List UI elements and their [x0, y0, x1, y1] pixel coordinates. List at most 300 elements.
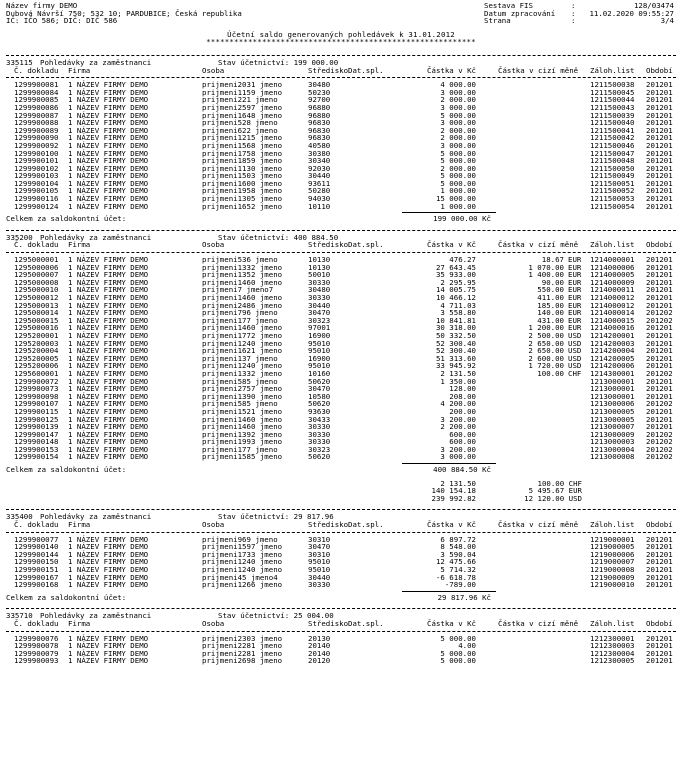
meta-colon: : [571, 1, 576, 10]
doc-number: 1299900092 [14, 140, 59, 150]
amount-foreign: 18.67 [541, 255, 564, 265]
period: 201201 [646, 534, 673, 544]
person-name: prijmeni1305 jmeno [202, 194, 283, 204]
cost-center: 16900 [308, 353, 331, 363]
doc-number: 1299900101 [14, 156, 59, 166]
period: 201202 [646, 429, 673, 439]
person-name: prijmeni177 jmeno [202, 444, 278, 454]
advance-invoice: 1219000001 [590, 534, 635, 544]
account-section [6, 509, 676, 605]
period: 201201 [646, 262, 673, 272]
person-name: prijmeni2303 jmeno [202, 633, 283, 643]
amount-czk: 1 000.00 [440, 201, 476, 211]
firm-name: 1 NÁZEV FIRMY DEMO [68, 293, 149, 302]
cost-center: 95010 [308, 361, 331, 371]
cost-center: 30480 [308, 285, 331, 295]
period: 201201 [646, 186, 673, 196]
firm-name: 1 NÁZEV FIRMY DEMO [68, 648, 149, 658]
person-name: prijmeni2757 jmeno [202, 384, 283, 394]
cost-center: 30433 [308, 414, 331, 424]
cost-center: 20120 [308, 656, 331, 666]
doc-number: 1299900151 [14, 565, 59, 574]
amount-czk: 5 000.00 [440, 148, 476, 158]
advance-invoice: 1212300001 [590, 633, 635, 643]
period: 201202 [646, 399, 673, 409]
doc-number: 1299900081 [14, 80, 59, 90]
column-header: Dat.spl. [348, 65, 384, 75]
cost-center: 30470 [308, 542, 331, 552]
advance-invoice: 1211500042 [590, 133, 635, 143]
amount-foreign: 2 600.00 [528, 353, 564, 363]
amount-czk: 2 000.00 [440, 133, 476, 143]
doc-number: 1295000014 [14, 308, 59, 318]
amount-czk: 3 590.04 [440, 549, 476, 559]
amount-czk: 4 711.03 [440, 300, 476, 310]
separator-line [6, 230, 676, 231]
column-header: Dat.spl. [348, 618, 384, 628]
advance-invoice: 1214000005 [590, 270, 635, 280]
firm-name: 1 NÁZEV FIRMY DEMO [68, 80, 149, 90]
period: 201201 [646, 414, 673, 424]
title-underline: ********************************************************** [206, 37, 476, 47]
cost-center: 30440 [308, 300, 331, 310]
cost-center: 30330 [308, 429, 331, 439]
amount-foreign: 550.00 [537, 285, 564, 295]
firm-name: 1 NÁZEV FIRMY DEMO [68, 95, 149, 105]
doc-number: 1299900125 [14, 414, 59, 424]
person-name: prijmeni528 jmeno [202, 118, 278, 128]
currency-code: EUR [568, 255, 582, 265]
person-name: prijmeni1758 jmeno [202, 148, 283, 158]
doc-number: 1295000001 [14, 255, 59, 265]
firm-name: 1 NÁZEV FIRMY DEMO [68, 656, 149, 666]
meta-colon: : [571, 16, 576, 26]
doc-number: 1299900088 [14, 118, 59, 128]
amount-czk: 3 558.80 [440, 308, 476, 318]
period: 201201 [646, 140, 673, 150]
currency-code: USD [568, 361, 582, 371]
amount-czk: 3 000.00 [440, 87, 476, 97]
firm-name: 1 NÁZEV FIRMY DEMO [68, 422, 149, 432]
firm-name: 1 NÁZEV FIRMY DEMO [68, 87, 149, 97]
advance-invoice: 1214000014 [590, 308, 635, 318]
section-total-row [6, 215, 676, 223]
amount-czk: -789.00 [444, 580, 476, 590]
amount-czk: 1 350.00 [440, 376, 476, 386]
amount-foreign: 1 400.00 [528, 270, 564, 280]
advance-invoice: 1214300001 [590, 368, 635, 378]
doc-number: 1295000016 [14, 323, 59, 333]
amount-czk: 3 000.00 [440, 102, 476, 112]
firm-name: 1 NÁZEV FIRMY DEMO [68, 549, 149, 559]
advance-invoice: 1213000009 [590, 429, 635, 439]
section-total-row [6, 466, 676, 474]
doc-number: 1299900148 [14, 437, 59, 447]
advance-invoice: 1213000003 [590, 437, 635, 447]
doc-number: 1295000008 [14, 277, 59, 287]
advance-invoice: 1214200006 [590, 361, 635, 371]
person-name: prijmeni2486 jmeno [202, 300, 283, 310]
column-header: Záloh.list [590, 240, 635, 250]
amount-czk: 5 000.00 [440, 110, 476, 120]
advance-invoice: 1212300003 [590, 641, 635, 651]
column-header: Středisko [308, 240, 349, 250]
firm-name: 1 NÁZEV FIRMY DEMO [68, 315, 149, 325]
amount-foreign: 411.00 [537, 293, 564, 302]
doc-number: 1299900139 [14, 422, 59, 432]
column-header: Období [646, 240, 673, 250]
advance-invoice: 1213000001 [590, 391, 635, 401]
amount-czk: -6 618.78 [435, 572, 476, 582]
period: 201201 [646, 171, 673, 181]
account-number: 335710 [6, 611, 33, 621]
doc-number: 1299900077 [14, 534, 59, 544]
advance-invoice: 1212300004 [590, 648, 635, 658]
table-row [6, 453, 676, 461]
period: 201201 [646, 178, 673, 188]
column-header: Záloh.list [590, 618, 635, 628]
doc-number: 1299900084 [14, 87, 59, 97]
firm-name: 1 NÁZEV FIRMY DEMO [68, 414, 149, 424]
currency-code: EUR [568, 277, 582, 287]
amount-czk: 3 200.00 [440, 444, 476, 454]
column-header: Č. dokladu [14, 240, 59, 250]
column-header: Částka v Kč [427, 240, 476, 250]
currency-code: USD [568, 338, 582, 348]
column-header: Dat.spl. [348, 520, 384, 530]
column-header-row [6, 521, 676, 529]
advance-invoice: 1214200004 [590, 346, 635, 356]
person-name: prijmeni1130 jmeno [202, 163, 283, 173]
doc-number: 1299900102 [14, 163, 59, 173]
cost-center: 30310 [308, 534, 331, 544]
column-header: Částka v Kč [427, 65, 476, 75]
period: 201201 [646, 300, 673, 310]
sections [6, 55, 676, 669]
column-header: Záloh.list [590, 65, 635, 75]
section-total: 199 000.00 Kč [433, 214, 491, 224]
currency-code: EUR [568, 315, 582, 325]
section-total: 400 884.50 Kč [433, 465, 491, 475]
currency-code: CHF [568, 368, 582, 378]
firm-name: 1 NÁZEV FIRMY DEMO [68, 285, 149, 295]
column-header-row [6, 67, 676, 75]
cost-center: 92700 [308, 95, 331, 105]
cost-center: 96830 [308, 133, 331, 143]
doc-number: 1299900104 [14, 178, 59, 188]
cost-center: 30440 [308, 171, 331, 181]
advance-invoice: 1211500054 [590, 201, 635, 211]
firm-name: 1 NÁZEV FIRMY DEMO [68, 201, 149, 211]
period: 201201 [646, 255, 673, 265]
person-name: prijmeni536 jmeno [202, 255, 278, 265]
period: 201201 [646, 346, 673, 356]
meta-label: Strana [484, 16, 511, 26]
column-header: Částka v cizí měně [498, 240, 579, 250]
report-code: 128/03474 [633, 1, 674, 10]
firm-name: 1 NÁZEV FIRMY DEMO [68, 118, 149, 128]
person-name: prijmeni1859 jmeno [202, 156, 283, 166]
period: 201201 [646, 80, 673, 90]
amount-czk: 4 200.00 [440, 399, 476, 409]
advance-invoice: 1211500050 [590, 163, 635, 173]
person-name: prijmeni1240 jmeno [202, 557, 283, 567]
period: 201201 [646, 87, 673, 97]
firm-name: 1 NÁZEV FIRMY DEMO [68, 452, 149, 462]
advance-invoice: 1213000006 [590, 399, 635, 409]
person-name: prijmeni796 jmeno [202, 308, 278, 318]
amount-czk: 5 000.00 [440, 656, 476, 666]
amount-czk: 3 000.00 [440, 452, 476, 462]
cost-center: 20140 [308, 648, 331, 658]
amount-foreign: 2 650.00 [528, 338, 564, 348]
advance-invoice: 1211500047 [590, 148, 635, 158]
currency-total-foreign: 12 120.00 USD [524, 493, 582, 503]
advance-invoice: 1211500051 [590, 178, 635, 188]
cost-center: 30440 [308, 572, 331, 582]
advance-invoice: 1213000005 [590, 406, 635, 416]
currency-code: EUR [568, 323, 582, 333]
amount-czk: 30 318.00 [435, 323, 476, 333]
amount-foreign: 100.00 [537, 368, 564, 378]
amount-czk: 1 000.00 [440, 186, 476, 196]
cost-center: 30323 [308, 444, 331, 454]
column-header: Osoba [202, 618, 225, 628]
cost-center: 30323 [308, 315, 331, 325]
account-section [6, 230, 676, 507]
cost-center: 30330 [308, 437, 331, 447]
cost-center: 93611 [308, 178, 331, 188]
advance-invoice: 1219000009 [590, 572, 635, 582]
separator-line [6, 631, 676, 632]
company-name: Název firmy DEMO [6, 1, 78, 10]
cost-center: 30470 [308, 308, 331, 318]
doc-number: 1299900078 [14, 641, 59, 651]
amount-czk: 10 841.81 [435, 315, 476, 325]
doc-number: 1299900086 [14, 102, 59, 112]
column-header: Částka v cizí měně [498, 65, 579, 75]
period: 201201 [646, 133, 673, 143]
cost-center: 30330 [308, 277, 331, 287]
account-name: Pohledávky za zaměstnanci [40, 232, 152, 242]
doc-number: 1299900079 [14, 648, 59, 658]
doc-number: 1295000010 [14, 285, 59, 295]
section-total: 29 817.96 Kč [437, 592, 491, 602]
currency-total-czk: 140 154.18 [431, 486, 476, 496]
account-name: Pohledávky za zaměstnanci [40, 57, 152, 67]
cost-center: 30330 [308, 422, 331, 432]
cost-center: 50010 [308, 270, 331, 280]
cost-center: 95010 [308, 338, 331, 348]
firm-name: 1 NÁZEV FIRMY DEMO [68, 270, 149, 280]
firm-name: 1 NÁZEV FIRMY DEMO [68, 565, 149, 574]
person-name: prijmeni2281 jmeno [202, 641, 283, 651]
doc-number: 1299900116 [14, 194, 59, 204]
cost-center: 30480 [308, 80, 331, 90]
person-name: prijmeni1733 jmeno [202, 549, 283, 559]
doc-number: 1295200005 [14, 353, 59, 363]
amount-czk: 14 005.75 [435, 285, 476, 295]
amount-foreign: 431.00 [537, 315, 564, 325]
doc-number: 1299900140 [14, 542, 59, 552]
column-header: Č. dokladu [14, 65, 59, 75]
currency-code: EUR [568, 270, 582, 280]
amount-czk: 5 000.00 [440, 648, 476, 658]
period: 201201 [646, 361, 673, 371]
advance-invoice: 1214000012 [590, 293, 635, 302]
person-name: prijmeni1648 jmeno [202, 110, 283, 120]
cost-center: 20130 [308, 633, 331, 643]
account-number: 335115 [6, 57, 33, 67]
currency-total-foreign: 5 495.67 EUR [528, 486, 582, 496]
period: 201201 [646, 330, 673, 340]
amount-czk: 3 000.00 [440, 140, 476, 150]
period: 201201 [646, 656, 673, 666]
firm-name: 1 NÁZEV FIRMY DEMO [68, 391, 149, 401]
amount-czk: 8 548.00 [440, 542, 476, 552]
person-name: prijmeni1585 jmeno [202, 452, 283, 462]
total-label: Celkem za saldokontní účet: [6, 214, 127, 224]
period: 201202 [646, 437, 673, 447]
firm-name: 1 NÁZEV FIRMY DEMO [68, 102, 149, 112]
amount-foreign: 1 200.00 [528, 323, 564, 333]
period: 201201 [646, 648, 673, 658]
doc-number: 1295000007 [14, 270, 59, 280]
section-total-row [6, 594, 676, 602]
cost-center: 96830 [308, 118, 331, 128]
amount-foreign: 1 720.00 [528, 361, 564, 371]
column-header: Období [646, 618, 673, 628]
advance-invoice: 1214200005 [590, 353, 635, 363]
firm-name: 1 NÁZEV FIRMY DEMO [68, 171, 149, 181]
cost-center: 94030 [308, 194, 331, 204]
account-state: Stav účetnictví: 25 004.00 [218, 611, 334, 621]
advance-invoice: 1214000009 [590, 277, 635, 287]
account-state: Stav účetnictví: 29 817.96 [218, 512, 334, 522]
person-name: prijmeni1772 jmeno [202, 330, 283, 340]
period: 201201 [646, 163, 673, 173]
period: 201201 [646, 156, 673, 166]
column-header: Č. dokladu [14, 520, 59, 530]
cost-center: 30470 [308, 384, 331, 394]
cost-center: 95010 [308, 565, 331, 574]
firm-name: 1 NÁZEV FIRMY DEMO [68, 163, 149, 173]
person-name: prijmeni1568 jmeno [202, 140, 283, 150]
person-name: prijmeni1958 jmeno [202, 186, 283, 196]
company-address: Dubová Návrší 750; 532 10; PARDUBICE; Česká republika [6, 8, 242, 18]
firm-name: 1 NÁZEV FIRMY DEMO [68, 406, 149, 416]
column-header: Firma [68, 240, 91, 250]
period: 201201 [646, 102, 673, 112]
doc-number: 1299900098 [14, 391, 59, 401]
account-number: 335400 [6, 512, 33, 522]
column-header: Středisko [308, 520, 349, 530]
meta-label: Sestava FIS [484, 1, 533, 10]
period: 201201 [646, 201, 673, 211]
person-name: prijmeni137 jmeno [202, 353, 278, 363]
meta-colon: : [571, 8, 576, 18]
account-number: 335200 [6, 232, 33, 242]
doc-number: 1295200003 [14, 338, 59, 348]
advance-invoice: 1213000008 [590, 452, 635, 462]
total-label: Celkem za saldokontní účet: [6, 592, 127, 602]
person-name: prijmeni2281 jmeno [202, 648, 283, 658]
account-name: Pohledávky za zaměstnanci [40, 611, 152, 621]
column-header: Dat.spl. [348, 240, 384, 250]
person-name: prijmeni969 jmeno [202, 534, 278, 544]
person-name: prijmeni1460 jmeno [202, 277, 283, 287]
firm-name: 1 NÁZEV FIRMY DEMO [68, 178, 149, 188]
cost-center: 30380 [308, 148, 331, 158]
table-row [6, 581, 676, 589]
person-name: prijmeni1600 jmeno [202, 178, 283, 188]
firm-name: 1 NÁZEV FIRMY DEMO [68, 156, 149, 166]
cost-center: 96880 [308, 102, 331, 112]
amount-czk: 6 897.72 [440, 534, 476, 544]
column-header: Firma [68, 520, 91, 530]
period: 201201 [646, 376, 673, 386]
meta-label: Datum zpracování [484, 8, 556, 18]
amount-czk: 52 300.40 [435, 338, 476, 348]
advance-invoice: 1214000001 [590, 255, 635, 265]
separator-line [6, 532, 676, 533]
cost-center: 93630 [308, 406, 331, 416]
doc-number: 1299900089 [14, 125, 59, 135]
cost-center: 96880 [308, 110, 331, 120]
amount-czk: 200.00 [449, 406, 476, 416]
person-name: prijmeni1503 jmeno [202, 171, 283, 181]
firm-name: 1 NÁZEV FIRMY DEMO [68, 133, 149, 143]
doc-number: 1295200004 [14, 346, 59, 356]
table-row [6, 203, 676, 211]
doc-number: 1299900085 [14, 95, 59, 105]
advance-invoice: 1214000011 [590, 285, 635, 295]
firm-name: 1 NÁZEV FIRMY DEMO [68, 368, 149, 378]
doc-number: 1295000013 [14, 300, 59, 310]
doc-number: 1295200001 [14, 330, 59, 340]
amount-czk: 35 933.00 [435, 270, 476, 280]
advance-invoice: 1219000007 [590, 557, 635, 567]
period: 201201 [646, 641, 673, 651]
advance-invoice: 1211500046 [590, 140, 635, 150]
amount-czk: 4.00 [458, 641, 476, 651]
amount-czk: 52 300.40 [435, 346, 476, 356]
firm-name: 1 NÁZEV FIRMY DEMO [68, 140, 149, 150]
column-header: Částka v Kč [427, 618, 476, 628]
period: 201201 [646, 633, 673, 643]
person-name: prijmeni7 jmeno7 [202, 285, 274, 295]
person-name: prijmeni585 jmeno [202, 399, 278, 409]
firm-name: 1 NÁZEV FIRMY DEMO [68, 376, 149, 386]
column-header-row [6, 241, 676, 249]
firm-name: 1 NÁZEV FIRMY DEMO [68, 444, 149, 454]
column-header: Záloh.list [590, 520, 635, 530]
person-name: prijmeni1621 jmeno [202, 346, 283, 356]
firm-name: 1 NÁZEV FIRMY DEMO [68, 346, 149, 356]
separator-line [6, 77, 676, 78]
person-name: prijmeni1460 jmeno [202, 414, 283, 424]
person-name: prijmeni1390 jmeno [202, 391, 283, 401]
doc-number: 1295200006 [14, 361, 59, 371]
column-header: Období [646, 65, 673, 75]
firm-name: 1 NÁZEV FIRMY DEMO [68, 399, 149, 409]
account-name: Pohledávky za zaměstnanci [40, 512, 152, 522]
period: 201201 [646, 270, 673, 280]
advance-invoice: 1219000006 [590, 549, 635, 559]
currency-code: EUR [568, 293, 582, 302]
advance-invoice: 1214000016 [590, 323, 635, 333]
amount-czk: 2 200.00 [440, 422, 476, 432]
